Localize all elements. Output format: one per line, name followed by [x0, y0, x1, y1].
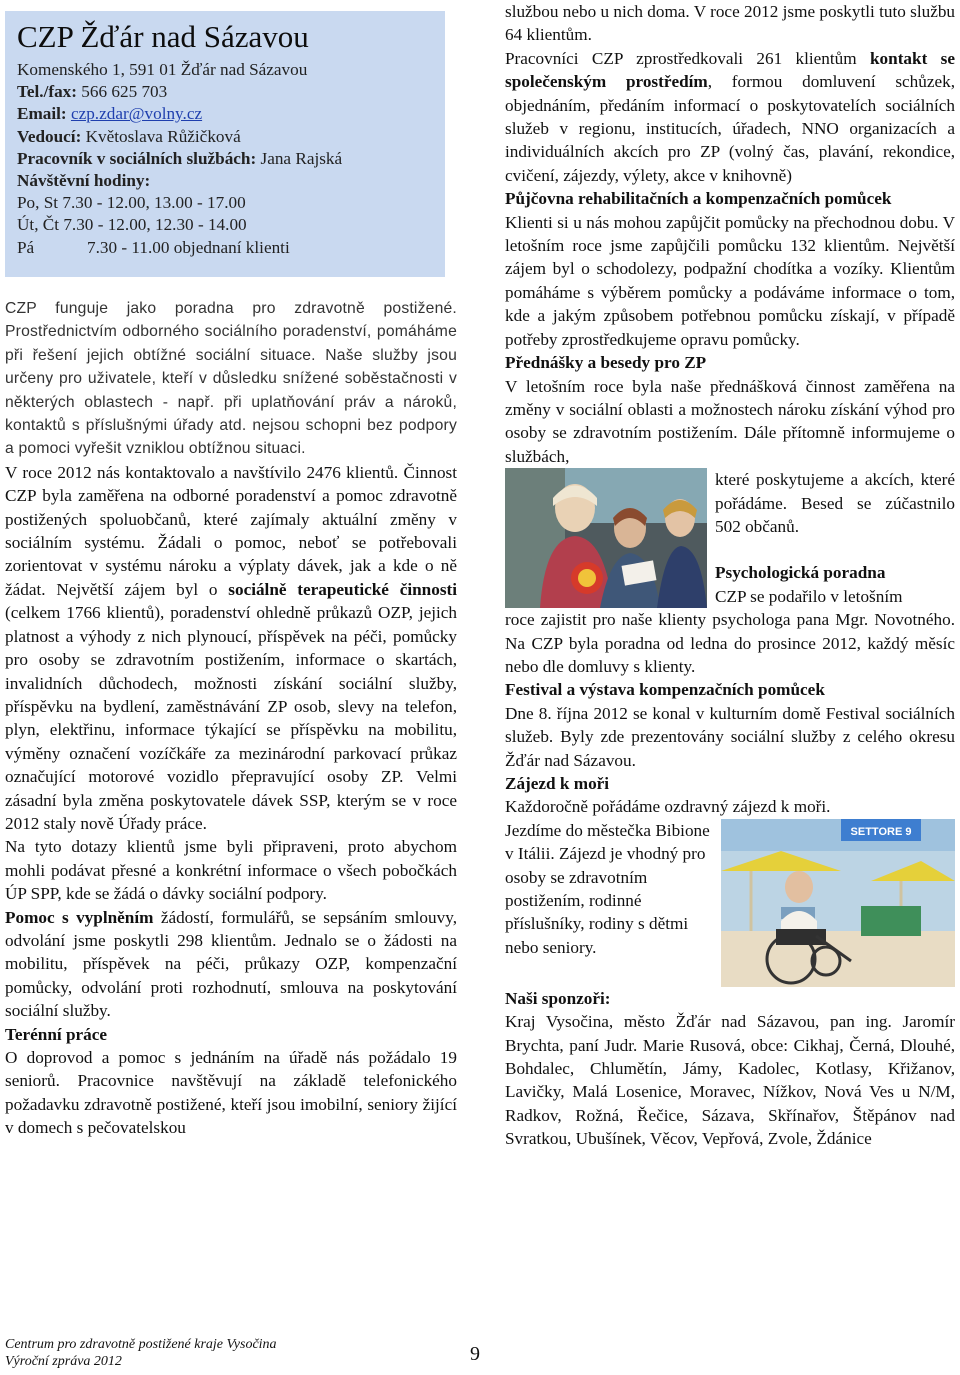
address: Komenského 1, 591 01 Žďár nad Sázavou — [17, 60, 308, 79]
paragraph-prepared: Na tyto dotazy klientů jsme byli připraveni, proto abychom mohli podávat přesné a konkrétní informace o všech pobočkách ÚP SPP, kde se žádá o dávky sociální podpory. — [5, 837, 457, 904]
paragraph-festival: Dne 8. října 2012 se konal v kulturním domě Festival sociálních služeb. Byly zde prezentovány sociální služby z celého okresu Žďár nad Sázavou. — [505, 703, 955, 770]
heading-sea-trip: Zájezd k moři — [505, 774, 610, 793]
paragraph-social-contact: Pracovníci CZP zprostředkovali 261 klientům kontakt se společenským prostředím, formou domluvení schůzek, objednáním, předáním informací o poskytovatelích sociálních služeb v regionu, institucích, úřadech, NNO organizacích a individuálních akcích pro ZP (volný čas, plavání, rekondice, cvičení, zájezdy, výlety, akce v knihovně) — [505, 48, 955, 185]
hours-label: Návštěvní hodiny: — [17, 171, 151, 191]
hours-mon-wed: Po, St 7.30 - 12.00, 13.00 - 17.00 — [17, 193, 246, 213]
paragraph-field-work: O doprovod a pomoc s jednáním na úřadě nás požádalo 19 seniorů. Pracovnice navštěvují na základě telefonického požadavku zdravotně postižené, kteří jsou imobilní, seniory žijící v domech s pečovatelskou — [5, 1048, 457, 1138]
trip-photo — [721, 819, 955, 987]
left-column — [5, 0, 457, 1140]
intro-paragraph: CZP funguje jako poradna pro zdravotně postižené. Prostřednictvím odborného sociálního poradenství, pomáháme při řešení jejich obtížné sociální situace. Naše služby jsou určeny pro uživatele, kteří v důsledku snížené soběstačnosti v některých oblastech - např. při uplatňování práv a nároků, kontaktů s příslušnými úřady atd. nejsou schopni bez podpory a pomoci vyřešit vzniklou obtížnou situaci. — [5, 300, 457, 458]
heading-aid-loan: Půjčovna rehabilitačních a kompenzačních pomůcek — [505, 189, 892, 209]
head-label: Vedoucí: — [17, 126, 82, 146]
page-number: 9 — [470, 1343, 480, 1365]
worker-name: Jana Rajská — [260, 148, 343, 168]
email-label: Email: — [17, 104, 67, 124]
lecture-photo — [505, 468, 707, 608]
footer — [5, 1336, 277, 1370]
trip-photo-image — [721, 819, 955, 987]
paragraph-filling-help: Pomoc s vyplněním žádostí, formulářů, se sepsáním smlouvy, odvolání jsme poskytli 298 klientům. Jednalo se o žádosti na mobilitu, příspěvek na péči, průkazy OZP, kompenzační pomůcky, odvolání proti rozhodnutí, smlouva na poskytování sociální služby. — [5, 907, 457, 1021]
trip-photo-block — [505, 819, 955, 987]
heading-lectures: Přednášky a besedy pro ZP — [505, 353, 707, 373]
worker-label: Pracovník v sociálních službách: — [17, 148, 257, 168]
paragraph-sea-trip-a: Každoročně pořádáme ozdravný zájezd k moři. — [505, 797, 831, 817]
settore-sign: SETTORE 9 — [850, 825, 912, 838]
paragraph-service-home: službou nebo u nich doma. V roce 2012 jsme poskytli tuto službu 64 klientům. — [505, 2, 956, 45]
contact-info-box — [5, 11, 445, 277]
phone: 566 625 703 — [81, 82, 168, 102]
head-name: Květoslava Růžičková — [85, 126, 241, 146]
paragraph-lectures-b: které poskytujeme a akcích, které pořádáme. Besed se zúčastnilo 502 občanů. — [715, 470, 955, 536]
heading-sponsors: Naši sponzoři: — [505, 988, 611, 1008]
footer-report: Výroční zpráva 2012 — [5, 1354, 122, 1369]
office-title: CZP Žďár nad Sázavou — [17, 19, 309, 54]
paragraph-psychology-a: CZP se podařilo v letošním — [715, 586, 903, 606]
paragraph-contacts: V roce 2012 nás kontaktovalo a navštívilo 2476 klientů. Činnost CZP byla zaměřena na odborné poradenství a pomoc zdravotně postižených spoluobčanů, které zajímaly aktuální změny v sociálním systému. Žádali o pomoc, neboť se potřebovali zorientovat v systému nároku a výplaty dávek, jak a kde o ně žádat. Největší zájem byl o sociálně terapeutické činnosti (celkem 1766 klientů), poradenství ohledně průkazů OZP, jejich platnost a výhody z nich plynoucí, příspěvek na péči, pomůcky pro osoby se zdravotním postižením, informace o skartách, invalidních důchodech, možnosti získání sociální služby, příspěvku na bydlení, zaměstnávání ZP osob, slevy na telefon, plyn, elektřinu, informace týkající se příspěvku na mobilitu, výměny označení vozíčkáře za mezinárodní parkovací průkaz označující motorové vozidlo přepravující osoby ZP. Velmi zásadní byla změna poskytovatele dávek SSP, kterým se v roce 2012 staly nově Úřady práce. — [5, 462, 458, 833]
hours-fri-day: Pá — [17, 237, 35, 257]
phone-label: Tel./fax: — [17, 82, 77, 102]
heading-psychology: Psychologická poradna — [715, 563, 886, 583]
paragraph-psychology-b: roce zajistit pro naše klienty psychologa pana Mgr. Novotného. Na CZP byla poradna od ledna do prosince 2012, každý měsíc nebo dle domluvy s klienty. — [505, 610, 955, 676]
footer-org: Centrum pro zdravotně postižené kraje Vysočina — [5, 1337, 277, 1352]
heading-festival: Festival a výstava kompenzačních pomůcek — [505, 680, 825, 700]
paragraph-aid-loan: Klienti si u nás mohou zapůjčit pomůcky na přechodnou dobu. V letošním roce jsme zapůjčili pomůcku 132 klientům. Největší zájem byl o schodolezy, podpažní chodítka a vozíky. Klientům pomáháme s výběrem pomůcky a podáváme informace o tom, kde a jakým způsobem potřebnou pomůcku získají, v případě potřeby zprostředkujeme opravu pomůcky. — [505, 212, 955, 349]
lecture-photo-block — [505, 468, 955, 608]
hours-fri: 7.30 - 11.00 objednaní klienti — [87, 237, 290, 257]
paragraph-sponsors: Kraj Vysočina, město Žďár nad Sázavou, pan ing. Jaromír Brychta, paní Judr. Marie Rusová, obce: Cikhaj, Černá, Dlouhé, Bohdalec, Chlumětín, Jámy, Kadolec, Kotlasy, Křižanov, Lavičky, Malá Losenice, Moravec, Nížkov, Nová Ves u N/M, Radkov, Rožná, Řečice, Sázava, Skřínařov, Štěpánov nad Svratkou, Ubušínek, Věcov, Vepřová, Zvole, Ždánice — [505, 1012, 955, 1149]
heading-field-work: Terénní práce — [5, 1024, 107, 1044]
hours-tue-thu: Út, Čt 7.30 - 12.00, 12.30 - 14.00 — [17, 215, 247, 235]
paragraph-sea-trip-b: Jezdíme do městečka Bibione v Itálii. Zájezd je vhodný pro osoby se zdravotním postižením, rodinné příslušníky, rodiny s dětmi nebo seniory. — [505, 820, 710, 957]
email-link[interactable]: czp.zdar@volny.cz — [70, 104, 203, 124]
right-column — [505, 0, 955, 1151]
paragraph-lectures-a: V letošním roce byla naše přednášková činnost zaměřena na změny v sociální oblasti a možnostech nároku získání výhod pro osoby se zdravotním postižením. Dále přítomně informujeme o službách, — [505, 376, 955, 466]
lecture-photo-image — [505, 468, 707, 608]
